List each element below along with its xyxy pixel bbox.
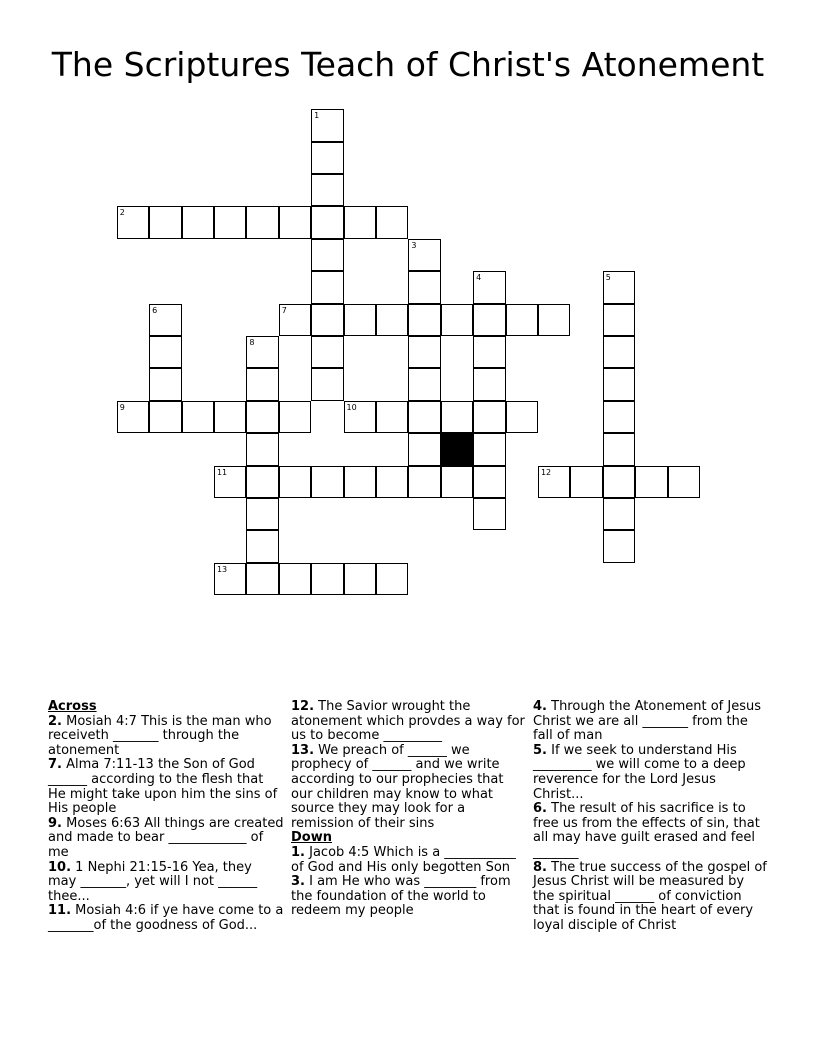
grid-cell[interactable] — [441, 401, 473, 433]
grid-cell[interactable] — [182, 401, 214, 433]
cell-number: 4 — [476, 273, 482, 283]
clue-number: 1. — [291, 844, 305, 860]
grid-cell[interactable] — [344, 563, 376, 595]
grid-cell[interactable] — [603, 271, 635, 303]
grid-cell[interactable] — [344, 206, 376, 238]
cell-number: 2 — [119, 208, 125, 218]
clue-number: 12. — [291, 699, 315, 714]
across-header: Across — [48, 699, 97, 714]
grid-cell[interactable] — [603, 304, 635, 336]
grid-cell[interactable] — [214, 563, 246, 595]
cell-number: 10 — [346, 402, 357, 412]
grid-cell[interactable] — [311, 239, 343, 271]
grid-cell[interactable] — [376, 563, 408, 595]
grid-cell[interactable] — [246, 368, 278, 400]
grid-cell[interactable] — [246, 563, 278, 595]
grid-cell[interactable] — [246, 466, 278, 498]
grid-cell[interactable] — [214, 206, 246, 238]
grid-cell[interactable] — [246, 530, 278, 562]
clue-number: 4. — [533, 699, 547, 714]
grid-cell[interactable] — [246, 206, 278, 238]
cell-number: 9 — [119, 402, 125, 412]
clue-text: I am He who was ________ from the foundation of the world to redeem my people — [291, 874, 511, 919]
grid-cell[interactable] — [408, 368, 440, 400]
clue-number: 2. — [48, 713, 62, 729]
clue-text: Mosiah 4:7 This is the man who receiveth _______ through the atonement — [48, 713, 272, 758]
grid-cell[interactable] — [246, 401, 278, 433]
grid-cell[interactable] — [603, 466, 635, 498]
grid-cell[interactable] — [538, 304, 570, 336]
grid-cell[interactable] — [149, 401, 181, 433]
grid-cell[interactable] — [408, 433, 440, 465]
clue-across-9 — [48, 817, 284, 861]
grid-cell[interactable] — [441, 304, 473, 336]
clue-number: 7. — [48, 757, 62, 773]
clue-number: 5. — [533, 742, 547, 758]
grid-cell[interactable] — [311, 271, 343, 303]
down-header: Down — [291, 830, 332, 846]
cell-number: 5 — [605, 273, 611, 283]
grid-cell[interactable] — [603, 530, 635, 562]
clue-number: 8. — [533, 859, 547, 875]
cell-number: 8 — [249, 338, 255, 348]
cell-number: 13 — [216, 564, 228, 574]
grid-cell[interactable] — [149, 206, 181, 238]
grid-cell[interactable] — [344, 466, 376, 498]
grid-cell[interactable] — [603, 433, 635, 465]
clue-across-2 — [48, 715, 284, 759]
grid-cell[interactable] — [441, 466, 473, 498]
grid-cell[interactable] — [408, 271, 440, 303]
grid-cell[interactable] — [408, 239, 440, 271]
grid-cell[interactable] — [473, 336, 505, 368]
grid-cell[interactable] — [473, 466, 505, 498]
grid-cell[interactable] — [149, 368, 181, 400]
cell-number: 11 — [216, 467, 228, 477]
grid-cell[interactable] — [376, 206, 408, 238]
grid-cell[interactable] — [603, 401, 635, 433]
grid-cell[interactable] — [214, 466, 246, 498]
grid-cell[interactable] — [311, 336, 343, 368]
grid-cell[interactable] — [408, 401, 440, 433]
grid-cell[interactable] — [311, 304, 343, 336]
grid-cell[interactable] — [311, 206, 343, 238]
clue-number: 3. — [291, 874, 305, 890]
cell-number: 7 — [281, 305, 287, 315]
clue-text: The true success of the gospel of Jesus Christ will be measured by the spiritual ______ of conviction that is found in the heart of every loyal disciple of Christ — [533, 859, 767, 933]
cell-number: 1 — [314, 111, 320, 121]
cell-number: 3 — [411, 240, 417, 250]
clue-across-12 — [291, 700, 527, 744]
clue-across-7 — [48, 758, 284, 816]
grid-cell[interactable] — [279, 563, 311, 595]
grid-cell[interactable] — [279, 206, 311, 238]
grid-cell[interactable] — [635, 466, 667, 498]
clue-number: 9. — [48, 815, 62, 831]
grid-cell[interactable] — [279, 401, 311, 433]
grid-cell[interactable] — [603, 336, 635, 368]
grid-cell[interactable] — [408, 466, 440, 498]
clues-column-3 — [533, 700, 769, 934]
grid-cell[interactable] — [214, 401, 246, 433]
grid-cell[interactable] — [117, 401, 149, 433]
grid-cell[interactable] — [473, 271, 505, 303]
grid-cell[interactable] — [246, 433, 278, 465]
page-title: The Scriptures Teach of Christ's Atonement — [51, 45, 765, 84]
grid-cell[interactable] — [117, 206, 149, 238]
grid-cell[interactable] — [246, 336, 278, 368]
clue-number: 6. — [533, 801, 547, 817]
grid-cell[interactable] — [473, 368, 505, 400]
clues-column-1 — [48, 700, 284, 934]
clue-down-5 — [533, 744, 769, 802]
grid-cell[interactable] — [473, 498, 505, 530]
grid-cell[interactable] — [603, 498, 635, 530]
clue-across-13 — [291, 744, 527, 832]
clue-number: 11. — [48, 903, 72, 919]
clue-down-8 — [533, 861, 769, 934]
grid-cell[interactable] — [408, 336, 440, 368]
grid-cell[interactable] — [311, 368, 343, 400]
clue-text: We preach of ______ we prophecy of ______ and we write according to our prophecies that our children may know to what source they may look for a remission of their sins — [291, 742, 504, 831]
clue-text: Jacob 4:5 Which is a ___________ of God and His only begotten Son — [291, 844, 516, 875]
clue-across-11 — [48, 904, 284, 933]
grid-cell[interactable] — [311, 142, 343, 174]
grid-cell[interactable] — [246, 498, 278, 530]
grid-cell[interactable] — [570, 466, 602, 498]
cell-number: 12 — [540, 467, 552, 477]
grid-cell[interactable] — [376, 466, 408, 498]
clue-down-4 — [533, 700, 769, 744]
grid-cell[interactable] — [279, 304, 311, 336]
grid-cell[interactable] — [473, 401, 505, 433]
clues-column-2 — [291, 700, 527, 919]
clue-text: 1 Nephi 21:15-16 Yea, they may _______, yet will I not ______ thee... — [48, 859, 258, 904]
clue-text: The Savior wrought the atonement which provdes a way for us to become _________ — [291, 699, 525, 744]
grid-cell[interactable] — [506, 304, 538, 336]
grid-cell[interactable] — [668, 466, 700, 498]
grid-cell[interactable] — [149, 304, 181, 336]
grid-cell[interactable] — [311, 174, 343, 206]
clue-down-3 — [291, 875, 527, 919]
grid-cell[interactable] — [376, 304, 408, 336]
clue-text: Moses 6:63 All things are created and made to bear ____________ of me — [48, 815, 284, 860]
grid-cell[interactable] — [311, 466, 343, 498]
grid-cell[interactable] — [279, 466, 311, 498]
grid-cell[interactable] — [473, 304, 505, 336]
grid-cell[interactable] — [344, 304, 376, 336]
grid-cell[interactable] — [538, 466, 570, 498]
clue-across-10 — [48, 861, 284, 905]
black-square — [441, 433, 473, 465]
grid-cell[interactable] — [603, 368, 635, 400]
clue-down-6 — [533, 802, 769, 860]
clue-text: Alma 7:11-13 the Son of God ______ according to the flesh that He might take upon him the sins of His people — [48, 757, 278, 817]
clue-number: 10. — [48, 859, 72, 875]
grid-cell[interactable] — [344, 401, 376, 433]
grid-cell[interactable] — [408, 304, 440, 336]
grid-cell[interactable] — [182, 206, 214, 238]
grid-cell[interactable] — [506, 401, 538, 433]
grid-cell[interactable] — [311, 563, 343, 595]
clue-text: The result of his sacrifice is to free us from the effects of sin, that all may have guilt erased and feel _______ — [533, 801, 760, 860]
grid-cell[interactable] — [311, 109, 343, 141]
cell-number: 6 — [152, 305, 158, 315]
clue-down-1 — [291, 846, 527, 875]
grid-cell[interactable] — [149, 336, 181, 368]
grid-cell[interactable] — [473, 433, 505, 465]
clue-text: Mosiah 4:6 if ye have come to a _______of the goodness of God... — [48, 903, 284, 933]
clue-text: If we seek to understand His _________ we will come to a deep reverence for the Lord Jesus Christ... — [533, 742, 746, 802]
grid-cell[interactable] — [376, 401, 408, 433]
clue-text: Through the Atonement of Jesus Christ we are all _______ from the fall of man — [533, 699, 762, 744]
clue-number: 13. — [291, 742, 315, 758]
